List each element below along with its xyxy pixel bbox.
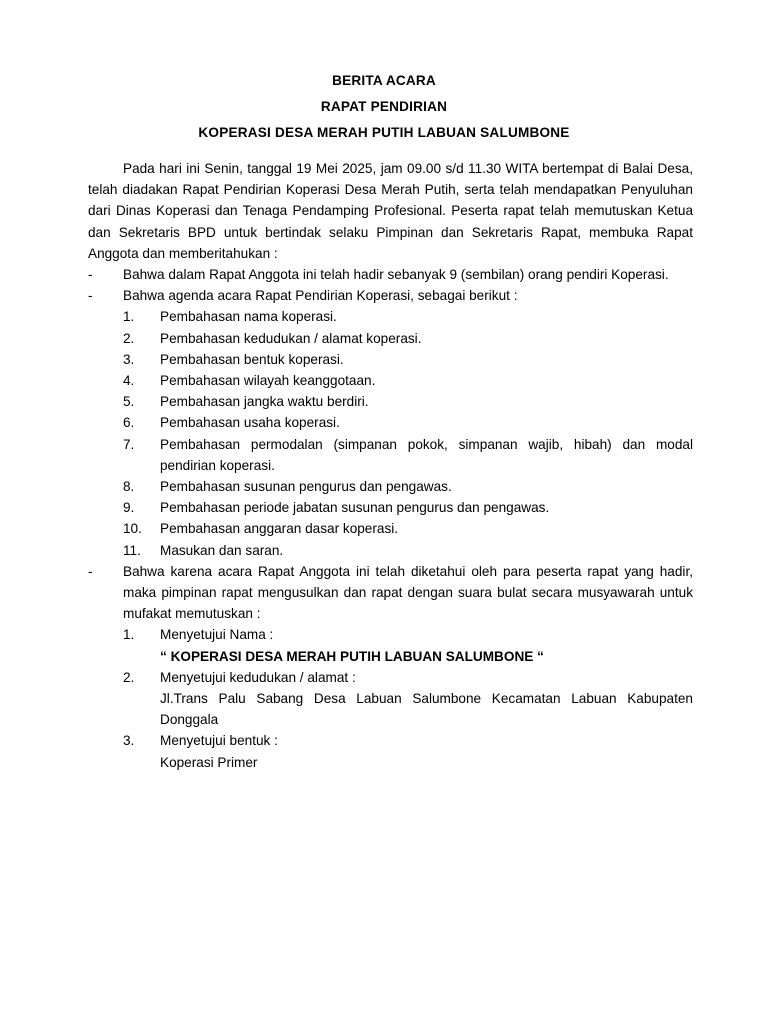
item-text: Pembahasan usaha koperasi. xyxy=(160,415,340,431)
item-number: 1. xyxy=(123,627,135,643)
list-item xyxy=(88,540,693,561)
item-number: 2. xyxy=(123,669,135,685)
decision-list xyxy=(88,624,693,772)
item-text: Pembahasan periode jabatan susunan pengurus dan pengawas. xyxy=(160,500,550,516)
item-text: Pembahasan jangka waktu berdiri. xyxy=(160,394,369,410)
item-text: Pembahasan bentuk koperasi. xyxy=(160,351,344,367)
decision-label: Menyetujui kedudukan / alamat : xyxy=(160,669,356,685)
cooperative-form: Koperasi Primer xyxy=(160,754,258,770)
document-title xyxy=(0,68,768,146)
item-text: Masukan dan saran. xyxy=(160,542,284,558)
decision-item-address xyxy=(88,667,693,731)
point-attendance xyxy=(88,264,693,285)
cooperative-address: Jl.Trans Palu Sabang Desa Labuan Salumbone Kecamatan Labuan Kabupaten Donggala xyxy=(160,691,693,728)
list-item xyxy=(88,306,693,327)
title-line-3: KOPERASI DESA MERAH PUTIH LABUAN SALUMBONE xyxy=(198,125,570,140)
item-text: Pembahasan nama koperasi. xyxy=(160,309,337,325)
list-item xyxy=(88,391,693,412)
dash-marker: - xyxy=(88,563,93,579)
item-number: 8. xyxy=(123,479,135,495)
opening-paragraph: Pada hari ini Senin, tanggal 19 Mei 2025, jam 09.00 s/d 11.30 WITA bertempat di Balai Desa, telah diadakan Rapat Pendirian Koperasi Desa Merah Putih, serta telah mendapatkan Penyuluhan dari Dinas Koperasi dan Tenaga Pendamping Profesional. Peserta rapat telah memutuskan Ketua dan Sekretaris BPD untuk bertindak selaku Pimpinan dan Sekretaris Rapat, membuka Rapat Anggota dan memberitahukan : xyxy=(88,161,693,261)
item-number: 11. xyxy=(123,542,141,558)
dash-marker: - xyxy=(88,288,93,304)
document-body xyxy=(88,158,693,773)
decision-label: Menyetujui Nama : xyxy=(160,627,274,643)
decision-item-name xyxy=(88,624,693,666)
title-line-1: BERITA ACARA xyxy=(332,73,436,88)
item-text: Pembahasan anggaran dasar koperasi. xyxy=(160,521,399,537)
item-text: Pembahasan susunan pengurus dan pengawas. xyxy=(160,479,452,495)
point-agenda xyxy=(88,285,693,306)
list-item xyxy=(88,412,693,433)
dash-marker: - xyxy=(88,267,93,283)
list-item xyxy=(88,349,693,370)
list-item xyxy=(88,497,693,518)
decision-label: Menyetujui bentuk : xyxy=(160,733,278,749)
cooperative-name: “ KOPERASI DESA MERAH PUTIH LABUAN SALUMBONE “ xyxy=(160,648,544,664)
item-number: 1. xyxy=(123,309,135,325)
list-item xyxy=(88,476,693,497)
item-text: Pembahasan permodalan (simpanan pokok, simpanan wajib, hibah) dan modal pendirian koperasi. xyxy=(160,436,693,473)
item-number: 3. xyxy=(123,351,135,367)
item-number: 7. xyxy=(123,436,135,452)
item-number: 3. xyxy=(123,733,135,749)
title-line-2: RAPAT PENDIRIAN xyxy=(320,99,448,114)
item-number: 10. xyxy=(123,521,142,537)
item-number: 9. xyxy=(123,500,135,516)
point-decision xyxy=(88,561,693,625)
agenda-list xyxy=(88,306,693,560)
item-number: 4. xyxy=(123,373,135,389)
item-number: 5. xyxy=(123,394,135,410)
list-item xyxy=(88,370,693,391)
item-text: Pembahasan kedudukan / alamat koperasi. xyxy=(160,330,422,346)
list-item xyxy=(88,328,693,349)
item-text: Pembahasan wilayah keanggotaan. xyxy=(160,373,376,389)
list-item xyxy=(88,518,693,539)
list-item xyxy=(88,434,693,476)
agenda-intro-text: Bahwa agenda acara Rapat Pendirian Koperasi, sebagai berikut : xyxy=(123,288,518,304)
item-number: 2. xyxy=(123,330,135,346)
attendance-text: Bahwa dalam Rapat Anggota ini telah hadir sebanyak 9 (sembilan) orang pendiri Koperasi. xyxy=(123,267,669,283)
item-number: 6. xyxy=(123,415,135,431)
decision-intro-text: Bahwa karena acara Rapat Anggota ini telah diketahui oleh para peserta rapat yang hadir, maka pimpinan rapat mengusulkan dan rapat dengan suara bulat secara musyawarah untuk mufakat memutuskan : xyxy=(123,563,693,622)
decision-item-form xyxy=(88,730,693,772)
